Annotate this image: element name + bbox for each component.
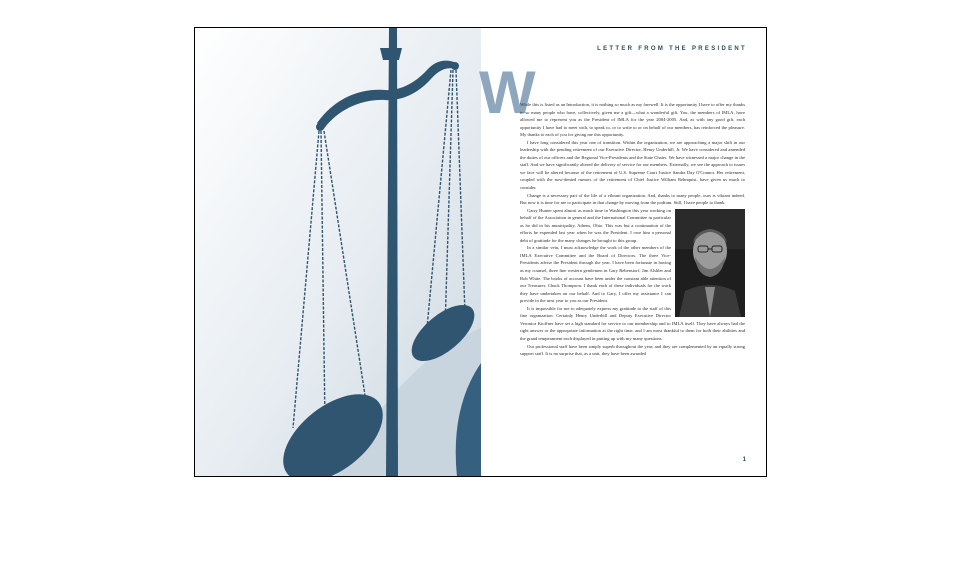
president-portrait-photo — [675, 209, 745, 317]
paragraph-4: Garry Hunter spent almost as much time in Washington this year working on behalf of the Association in general and the International Committee in particular as he did in his municipality, Athens, Ohio. This was but a continuation of the efforts he expended last year when he was the President. I owe him a personal debt of gratitude for the many changes he brought to this group. — [520, 207, 671, 243]
paragraph-3: Change is a necessary part of the life of a vibrant organization. And, thanks to many people, ours is vibrant indeed. But now it is time for me to participate in that change by moving from the podium. Still, I have people to thank. — [520, 192, 745, 206]
paragraph-5: In a similar vein, I must acknowledge the work of the other members of the IMLA Executive Committee and the Board of Directors. The three Vice-Presidents advise the President through the year. I have been fortunate in having as my counsel, three fine western gentlemen in Gary Rebenstorf, Jim Alshler and Bob White. The books of account have been under the constant able attention of our Treasurer, Chuck Thompson. I thank each of these individuals for the work they have undertaken on our behalf. And to Gary, I offer my assistance I can provide in the next year to you as our President. — [520, 245, 671, 304]
paragraph-1: While this is listed as an Introduction, it is nothing so much as my farewell. It is the opportunity I have to offer my thanks to so many people who have, collectively, given me a gift—what a wonderful gift. You, the members of IMLA, have allowed me to represent you as the President of IMLA for the year 2004-2005. And, as with any good gift, each opportunity I have had to meet with, to speak to, or to write to or on behalf of our members, has reinforced the pleasure. My thanks to each of you for giving me this opportunity. — [520, 102, 745, 138]
page-number: 1 — [742, 457, 746, 463]
paragraph-7: Our professional staff have been simply superb throughout the year, and they are complemented by an equally strong support staff. It is no surprise that, as a unit, they have been awarded — [520, 343, 745, 357]
section-title: LETTER FROM THE PRESIDENT — [597, 46, 747, 52]
paragraph-2: I have long considered this year one of transition. Within the organization, we are approaching a major shift in our leadership with the pending retirement of our Executive Director, Henry Underhill, Jr. We have considered and amended the duties of our officers and the Regional Vice-Presidents and the State Chairs. We have witnessed a major change in the staff. And we have significantly altered the delivery of service for our members. Externally, we see the approach to issues we face will be altered because of the retirement of U.S. Supreme Court Justice Sandra Day O'Connor. Her retirement, coupled with the now-denied rumors of the retirement of Chief Justice William Rehnquist, have given us much to consider. — [520, 139, 745, 191]
paragraph-6: It is impossible for me to adequately express my gratitude to the staff of this fine organization. Certainly Henry Underhill and Deputy Executive Director Veronica Kioffner have set a high standard for service to our membership and to IMLA itself. They have always had the right answer or the appropriate information at the right time, and I am most thankful to them for both their abilities and the grand temperament each displayed in putting up with my many questions. — [520, 305, 745, 341]
magazine-spread — [194, 27, 767, 477]
letter-body — [520, 101, 745, 451]
drop-cap: W — [479, 59, 536, 126]
scales-of-justice-photo — [195, 28, 481, 477]
letter-page — [479, 28, 766, 477]
